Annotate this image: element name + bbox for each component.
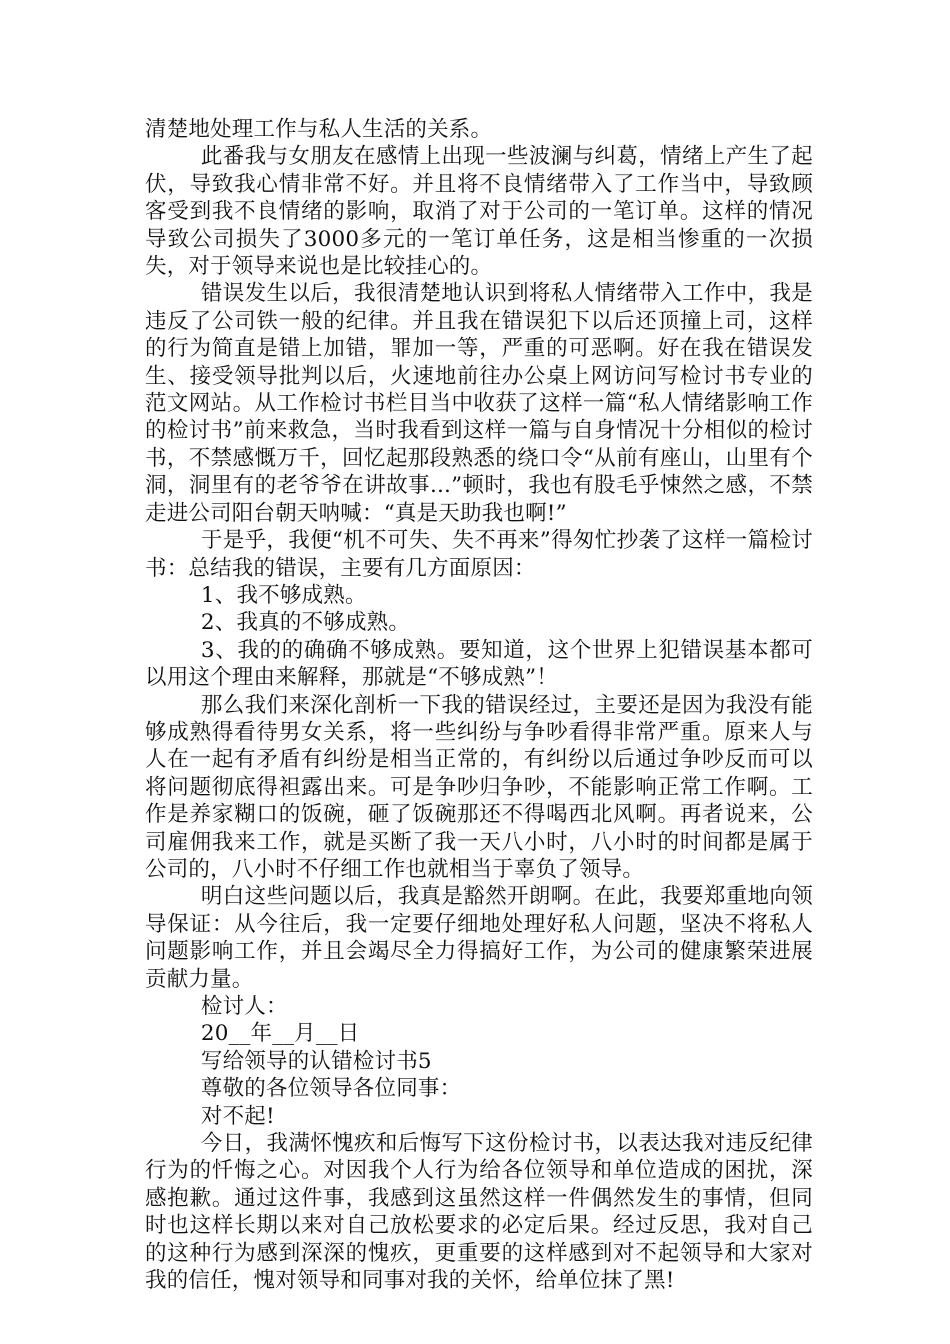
paragraph-confession: 今日，我满怀愧疚和后悔写下这份检讨书，以表达我对违反纪律行为的忏悔之心。对因我个人行为给各位领导和单位造成的困扰，深感抱歉。通过这件事，我感到这虽然这样一件偶然发生的事情，但同时也这样长期以来对自己放松要求的必定后果。经过反思，我对自己的这种行为感到深深的愧疚，更重要的这样感到对不起领导和大家对我的信任，愧对领导和同事对我的关怀，给单位抹了黑! xyxy=(145,1131,813,1294)
section-title: 写给领导的认错检讨书5 xyxy=(200,1048,432,1074)
paragraph-emotional-issue: 此番我与女朋友在感情上出现一些波澜与纠葛，情绪上产生了起伏，导致我心情非常不好。并且将不良情绪带入了工作当中，导致顾客受到我不良情绪的影响，取消了对于公司的一笔订单。这样的情况导致公司损失了3000多元的一笔订单任务，这是相当惨重的一次损失，对于领导来说也是比较挂心的。 xyxy=(145,144,813,280)
list-item-reason-1: 1、我不够成熟。 xyxy=(200,582,367,608)
salutation: 尊敬的各位领导各位同事： xyxy=(200,1076,462,1102)
signature-line: 检讨人： xyxy=(200,994,288,1019)
apology-line: 对不起! xyxy=(200,1103,275,1129)
list-item-reason-2: 2、我真的不够成熟。 xyxy=(200,610,411,636)
date-line: 20__年__月__日 xyxy=(200,1021,360,1047)
document-body xyxy=(145,116,813,1294)
paragraph-continuation: 清楚地处理工作与私人生活的关系。 xyxy=(145,117,493,142)
paragraph-after-mistake: 错误发生以后，我很清楚地认识到将私人情绪带入工作中，我是违反了公司铁一般的纪律。并且我在错误犯下以后还顶撞上司，这样的行为简直是错上加错，罪加一等，严重的可恶啊。好在我在错误发生、接受领导批判以后，火速地前往办公桌上网访问写检讨书专业的范文网站。从工作检讨书栏目当中收获了这样一篇“私人情绪影响工作的检讨书”前来救急，当时我看到这样一篇与自身情况十分相似的检讨书，不禁感慨万千，回忆起那段熟悉的绕口令“从前有座山，山里有个洞，洞里有的老爷爷在讲故事...”顿时，我也有股毛乎悚然之感，不禁走进公司阳台朝天呐喊：“真是天助我也啊!” xyxy=(145,281,813,526)
paragraph-promise: 明白这些问题以后，我真是豁然开朗啊。在此，我要郑重地向领导保证：从今往后，我一定要仔细地处理好私人问题，坚决不将私人问题影响工作，并且会竭尽全力得搞好工作，为公司的健康繁荣进展贡献力量。 xyxy=(145,884,813,992)
list-item-reason-3: 3、我的的确确不够成熟。要知道，这个世界上犯错误基本都可以用这个理由来解释，那就是“不够成熟”！ xyxy=(145,637,813,691)
paragraph-copied-review: 于是乎，我便“机不可失、失不再来”得匆忙抄袭了这样一篇检讨书：总结我的错误，主要有几方面原因： xyxy=(145,528,813,581)
paragraph-analysis: 那么我们来深化剖析一下我的错误经过，主要还是因为我没有能够成熟得看待男女关系，将一些纠纷与争吵看得非常严重。原来人与人在一起有矛盾有纠纷是相当正常的，有纠纷以后通过争吵反而可以将问题彻底得袒露出来。可是争吵归争吵，不能影响正常工作啊。工作是养家糊口的饭碗，砸了饭碗那还不得喝西北风啊。再者说来，公司雇佣我来工作，就是买断了我一天八小时，八小时的时间都是属于公司的，八小时不仔细工作也就相当于辜负了领导。 xyxy=(145,692,813,882)
